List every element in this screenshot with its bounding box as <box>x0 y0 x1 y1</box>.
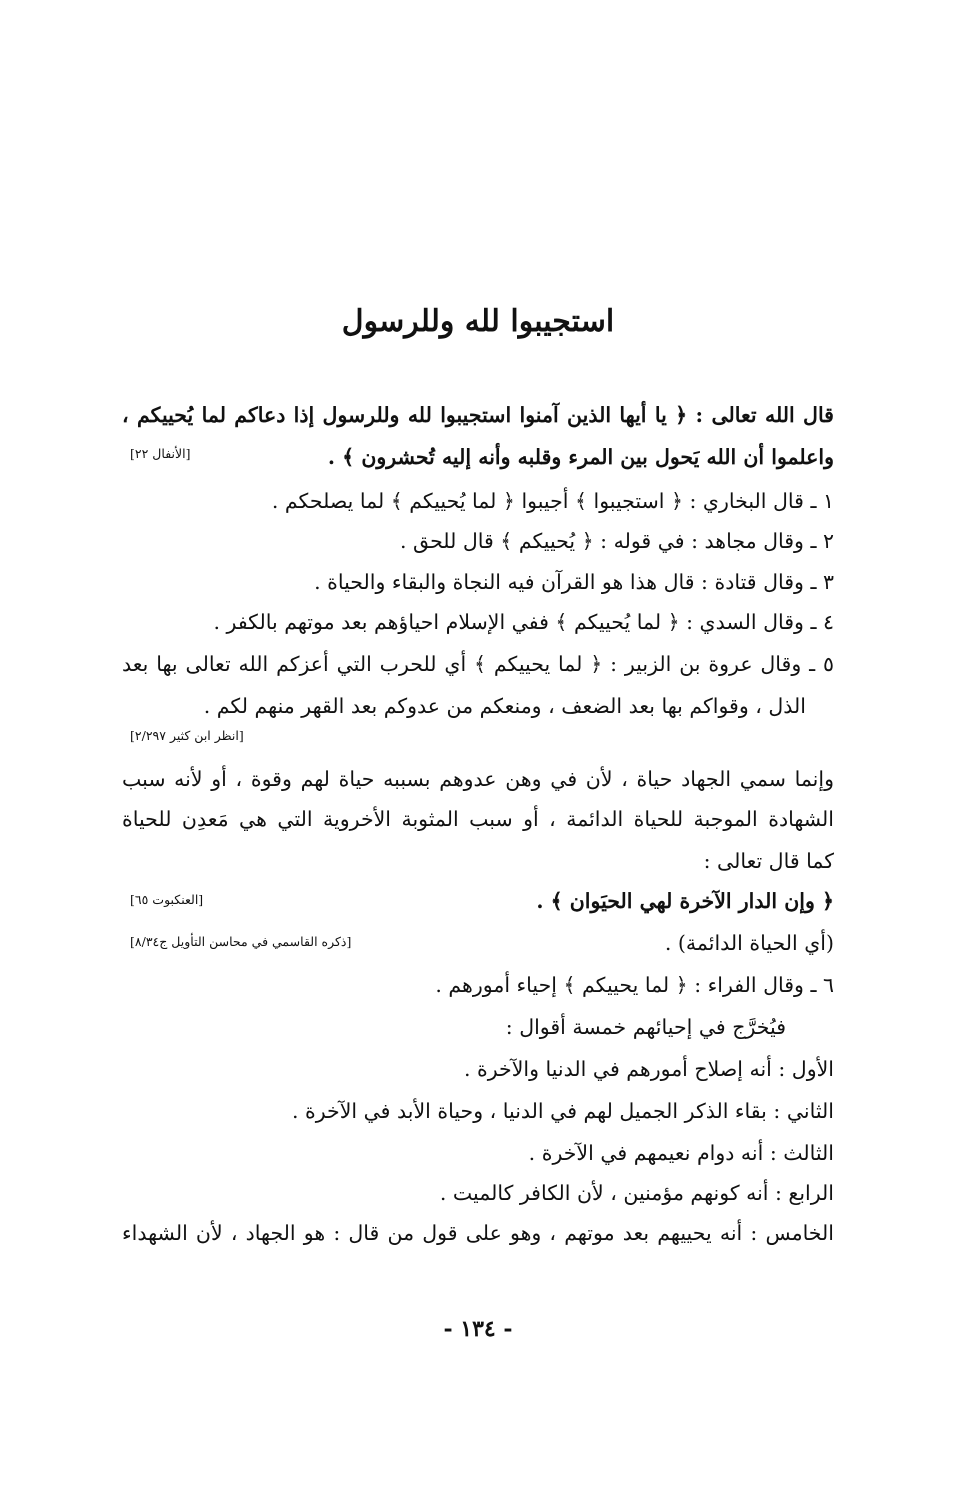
paragraph-line-2: الشهادة الموجبة للحياة الدائمة ، أو سبب المثوبة الأخروية التي هي مَعدِن للحياة <box>122 807 834 831</box>
saying-first: الأول : أنه إصلاح أمورهم في الدنيا والآخرة . <box>463 1057 834 1081</box>
citation-qasimi: [ذكره القاسمي في محاسن التأويل ج٨/٣٤] <box>130 934 352 949</box>
quote-suddi: ٤ ـ وقال السدي : ﴿ لما يُحييكم ﴾ ففي الإسلام احياؤهم بعد موتهم بالكفر . <box>213 610 834 634</box>
saying-fourth: الرابع : أنه كونهم مؤمنين ، لأن الكافر كالميت . <box>439 1181 834 1205</box>
saying-fifth: الخامس : أنه يحييهم بعد موتهم ، وهو على قول من قال : هو الجهاد ، لأن الشهداء <box>122 1221 834 1245</box>
verse-line-1: قال الله تعالى : ﴿ يا أيها الذين آمنوا استجيبوا لله وللرسول إذا دعاكم لما يُحييكم ، <box>122 403 834 427</box>
quote-farra: ٦ ـ وقال الفراء : ﴿ لما يحييكم ﴾ إحياء أمورهم . <box>435 973 834 997</box>
verse-ankabut: ﴿ وإن الدار الآخرة لهي الحيَوان ﴾ . <box>536 889 834 913</box>
saying-second: الثاني : بقاء الذكر الجميل لهم في الدنيا ، وحياة الأبد في الآخرة . <box>291 1099 834 1123</box>
paragraph-line-3: كما قال تعالى : <box>703 849 834 873</box>
five-sayings-intro: فيُخرَّج في إحيائهم خمسة أقوال : <box>505 1015 786 1039</box>
page-number: - ١٣٤ - <box>443 1316 513 1342</box>
quote-urwa-line-1: ٥ ـ وقال عروة بن الزبير : ﴿ لما يحييكم ﴾ أي للحرب التي أعزكم الله تعالى بها بعد <box>122 652 834 676</box>
citation-ankabut: [العنكبوت ٦٥] <box>130 892 204 907</box>
citation-ibn-kathir: [انظر ابن كثير ٢/٢٩٧] <box>130 728 244 743</box>
paragraph-line-1: وإنما سمي الجهاد حياة ، لأن في وهن عدوهم بسببه حياة لهم وقوة ، أو لأنه سبب <box>122 767 834 791</box>
quote-qatada: ٣ ـ وقال قتادة : قال هذا هو القرآن فيه النجاة والبقاء والحياة . <box>314 570 834 594</box>
quote-urwa-line-2: الذل ، وقواكم بها بعد الضعف ، ومنعكم من عدوكم بعد القهر منهم لكم . <box>203 694 806 718</box>
citation-anfal: [الأنفال ٢٢] <box>130 446 191 461</box>
quote-bukhari: ١ ـ قال البخاري : ﴿ استجيبوا ﴾ أجيبوا ﴿ لما يُحييكم ﴾ لما يصلحكم . <box>271 489 834 513</box>
saying-third: الثالث : أنه دوام نعيمهم في الآخرة . <box>528 1141 834 1165</box>
quote-mujahid: ٢ ـ وقال مجاهد : في قوله : ﴿ يُحييكم ﴾ قال للحق . <box>399 529 834 553</box>
verse-line-2: واعلموا أن الله يَحول بين المرء وقلبه وأنه إليه تُحشرون ﴾ . <box>327 445 834 469</box>
page-title: استجيبوا لله وللرسول <box>341 304 615 339</box>
explanation-line: (أي الحياة الدائمة) . <box>664 931 834 955</box>
